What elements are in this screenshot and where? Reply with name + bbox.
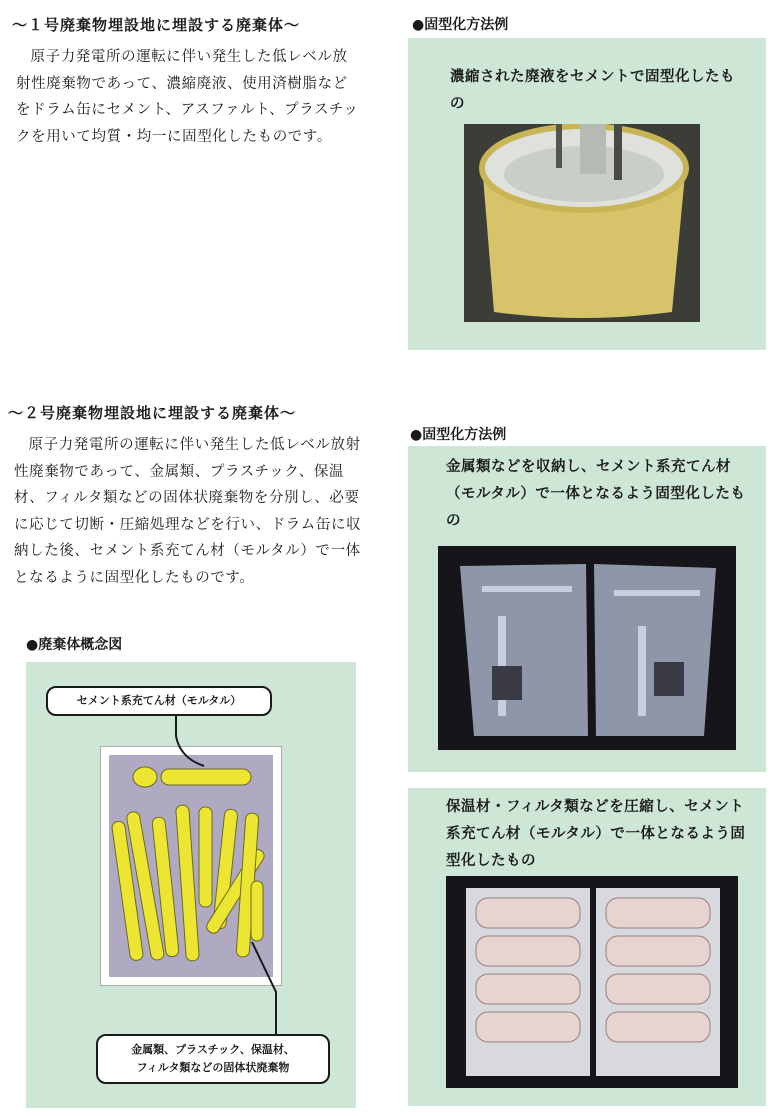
section1-example-caption: 濃縮された廃液をセメントで固型化したもの [450,69,735,112]
diagram-callout-lines [26,662,356,1108]
example1-panel [408,446,766,772]
section1-example-heading: ●固型化方法例 [412,17,509,33]
solid-waste-label-line1: 金属類、プラスチック、保温材、 [131,1043,295,1056]
section2-body: 原子力発電所の運転に伴い発生した低レベル放射性廃棄物であって、金属類、プラスチック、保温材、フィルタ類などの固体状廃棄物を分別し、必要に応じて切断・圧縮処理などを行い、ドラム缶に収納した後、セメント系充てん材（モルタル）で一体となるように固型化したものです。 [14,437,362,586]
section1-body: 原子力発電所の運転に伴い発生した低レベル放射性廃棄物であって、濃縮廃液、使用済樹脂などをドラム缶にセメント、アスファルト、プラスチックを用いて均質・均一に固型化したものです。 [16,49,359,145]
section2-title: ～２号廃棄物埋設地に埋設する廃棄体～ [8,404,297,422]
example1-caption: 金属類などを収納し、セメント系充てん材（モルタル）で一体となるよう固型化したもの [446,459,746,529]
section1-example-panel [408,38,766,350]
example2-panel [408,788,766,1106]
section1-title: ～１号廃棄物埋設地に埋設する廃棄体～ [12,16,301,34]
waste-package-diagram-panel [26,662,356,1108]
section2-example-heading: ●固型化方法例 [410,427,507,443]
example2-caption: 保温材・フィルタ類などを圧縮し、セメント系充てん材（モルタル）で一体となるよう固型化したもの [446,799,746,869]
solidified-liquid-drum-photo [464,124,700,322]
metal-waste-photo [438,546,736,750]
mortar-label: セメント系充てん材（モルタル） [46,686,272,716]
compressed-insulation-photo [446,876,738,1088]
diagram-heading: ●廃棄体概念図 [26,637,123,653]
drum-illustration [464,124,700,322]
metal-waste-illustration [438,546,736,750]
compressed-insulation-illustration [446,876,738,1088]
solid-waste-label-line2: フィルタ類などの固体状廃棄物 [136,1061,290,1074]
